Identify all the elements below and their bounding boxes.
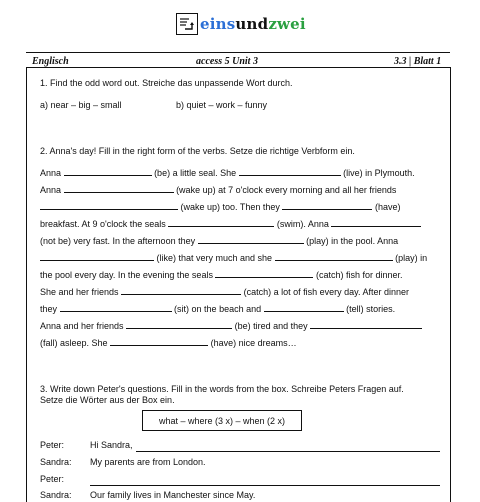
verb-blank[interactable]	[40, 252, 154, 261]
ex2-line-6: (like) that very much and she (play) in	[40, 252, 427, 264]
ex1-item-b: b) quiet – work – funny	[176, 100, 268, 110]
verb-blank[interactable]	[64, 184, 174, 193]
dialog-speaker: Peter:	[40, 440, 65, 450]
ex1-item-a: a) near – big – small	[40, 100, 122, 110]
logo	[176, 12, 306, 36]
dialog-text: My parents are from London.	[90, 457, 206, 467]
verb-blank[interactable]	[310, 320, 422, 329]
header-top-rule	[26, 52, 450, 53]
answer-line[interactable]	[90, 485, 440, 486]
ex2-line-7: the pool every day. In the evening the seals (catch) fish for dinner.	[40, 270, 403, 280]
verb-blank[interactable]	[110, 337, 208, 346]
ex2-line-1: Anna (be) a little seal. She (live) in Plymouth.	[40, 168, 415, 178]
verb-blank[interactable]	[40, 201, 178, 210]
verb-blank[interactable]	[215, 269, 313, 278]
dialog-speaker: Sandra:	[40, 490, 72, 500]
verb-blank[interactable]	[264, 303, 344, 312]
ex2-line-3: (wake up) too. Then they (have)	[40, 201, 400, 213]
logo-wordmark: einsundzwei	[200, 15, 306, 33]
header-bottom-rule	[26, 67, 450, 68]
verb-blank[interactable]	[121, 286, 241, 295]
answer-line[interactable]	[136, 451, 440, 452]
right-border	[450, 67, 451, 502]
dialog-speaker: Sandra:	[40, 457, 72, 467]
ex3-title-line-2: Setze die Wörter aus der Box ein.	[40, 395, 175, 405]
ex2-line-11: (fall) asleep. She (have) nice dreams…	[40, 338, 297, 348]
verb-blank[interactable]	[198, 235, 304, 244]
dialog-speaker: Peter:	[40, 474, 65, 484]
verb-blank[interactable]	[126, 320, 232, 329]
ex2-line-10: Anna and her friends (be) tired and they	[40, 320, 422, 332]
ex2-line-2: Anna (wake up) at 7 o'clock every morning and all her friends	[40, 185, 397, 195]
ex2-title: 2. Anna's day! Fill in the right form of the verbs. Setze die richtige Verbform ein.	[40, 146, 355, 156]
ex2-line-8: She and her friends (catch) a lot of fish every day. After dinner	[40, 287, 410, 297]
ex2-line-5: (not be) very fast. In the afternoon they (play) in the pool. Anna	[40, 236, 399, 246]
ex2-line-4: breakfast. At 9 o'clock the seals (swim). Anna	[40, 218, 421, 230]
ex2-line-9: they (sit) on the beach and (tell) stories.	[40, 304, 396, 314]
ex3-title-line-1: 3. Write down Peter's questions. Fill in the words from the box. Schreibe Peters Fragen auf.	[40, 384, 404, 394]
dialog-text: Hi Sandra,	[90, 440, 133, 450]
unit-label: access 5 Unit 3	[196, 56, 258, 67]
verb-blank[interactable]	[239, 167, 341, 176]
verb-blank[interactable]	[64, 167, 152, 176]
subject-label: Englisch	[32, 56, 69, 67]
verb-blank[interactable]	[60, 303, 172, 312]
dialog-text: Our family lives in Manchester since May.	[90, 490, 256, 500]
word-box: what – where (3 x) – when (2 x)	[142, 410, 302, 431]
ex1-title: 1. Find the odd word out. Streiche das unpassende Wort durch.	[40, 78, 293, 88]
sheet-label: 3.3 | Blatt 1	[394, 56, 442, 67]
left-border	[26, 67, 27, 502]
verb-blank[interactable]	[168, 218, 274, 227]
verb-blank[interactable]	[282, 201, 372, 210]
verb-blank[interactable]	[331, 218, 421, 227]
text-arrow-icon	[176, 13, 198, 35]
verb-blank[interactable]	[275, 252, 393, 261]
